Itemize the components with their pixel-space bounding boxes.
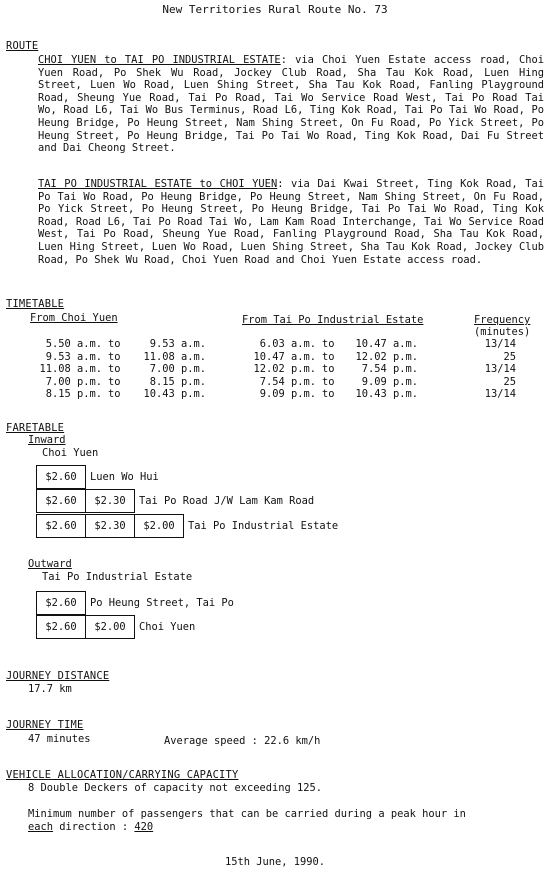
average-speed: Average speed : 22.6 km/h <box>164 735 321 747</box>
fare-destination: Tai Po Industrial Estate <box>188 520 339 533</box>
tt-frequency: 13/14 <box>484 363 516 376</box>
capacity-value: 420 <box>134 821 154 833</box>
tt-to-word-2: to <box>322 338 335 350</box>
tt-to2: 10.47 a.m. <box>355 338 418 350</box>
tt-from2: 10.47 a.m. <box>253 350 316 363</box>
inward-label: Inward <box>28 434 66 446</box>
tt-to1: 9.53 a.m. <box>149 338 206 350</box>
tt-to2: 10.43 p.m. <box>355 388 418 401</box>
route-direction-2-text: : via Dai Kwai Street, Ting Kok Road, Tai Po Tai Wo Road, Po Heung Bridge, Po Heung Street, Nam Shing Street, On Fu Road, Po Yick Street, Po Heung Street, Po Heung Bridge, Tai Po Tai Wo Road, Ting Kok Road, Road L6, Tai Po Road Tai Wo, Lam Kam Road Interchange, Tai Wo Service Road West, Tai Po Road, Sheung Yue Road, Fanling Playground Road, Sha Tau Kok Road, Luen Hing Street, Luen Wo Road, Luen Shing Street, Sha Tau Kok Road, Jockey Club Road, Po Shek Wu Road, Choi Yuen Road and Choi Yuen Estate access road. <box>38 178 544 266</box>
inward-origin: Choi Yuen <box>42 447 99 459</box>
faretable-heading: FARETABLE <box>6 422 65 434</box>
route-direction-1 <box>28 54 544 155</box>
tt-to-word-1: to <box>108 350 121 363</box>
fare-cell: $2.60 <box>36 615 86 639</box>
tt-to-word-1: to <box>108 363 121 376</box>
fare-destination: Luen Wo Hui <box>90 470 159 483</box>
fare-cell: $2.00 <box>85 615 135 639</box>
capacity-text-2: direction : <box>53 821 135 833</box>
tt-from2: 12.02 p.m. <box>253 363 316 376</box>
tt-from1: 11.08 a.m. <box>39 363 102 376</box>
timetable-col1-header: From Choi Yuen <box>30 312 118 324</box>
capacity-each: each <box>28 821 54 833</box>
route-direction-2 <box>28 178 544 266</box>
fare-cell: $2.30 <box>85 514 135 538</box>
tt-from2: 9.09 p.m. <box>259 388 316 401</box>
timetable-heading: TIMETABLE <box>6 298 65 310</box>
tt-frequency: 25 <box>503 350 516 363</box>
outward-fare-row <box>36 616 195 639</box>
fare-cell: $2.30 <box>85 489 135 513</box>
vehicle-allocation: 8 Double Deckers of capacity not exceeding 125. <box>28 782 323 794</box>
fare-cell: $2.00 <box>134 514 184 538</box>
tt-from1: 5.50 a.m. <box>45 338 102 350</box>
journey-distance-heading: JOURNEY DISTANCE <box>6 670 110 682</box>
fare-cell: $2.60 <box>36 489 86 513</box>
tt-to-word-1: to <box>108 338 121 350</box>
tt-to1: 7.00 p.m. <box>149 363 206 376</box>
fare-cell: $2.60 <box>36 591 86 615</box>
tt-from2: 7.54 p.m. <box>259 375 316 388</box>
route-direction-1-text: : via Choi Yuen Estate access road, Choi Yuen Road, Po Shek Wu Road, Jockey Club Road, Sha Tau Kok Road, Luen Hing Street, Luen Wo Road, Luen Shing Street, Sha Tau Kok Road, Fanling Playground Road, Sheung Yue Road, Tai Po Road, Tai Wo Service Road West, Tai Po Road Tai Wo, Road L6, Tai Wo Bus Terminus, Road L6, Ting Kok Road, Tai Po Tai Wo Road, Po Heung Bridge, Po Heung Street, Nam Shing Street, On Fu Road, Po Yick Street, Po Heung Street, Po Heung Bridge, Tai Po Tai Wo Road, Ting Kok Road, Dai Fu Street and Dai Cheong Street. <box>38 54 544 155</box>
route-direction-1-label: CHOI YUEN to TAI PO INDUSTRIAL ESTATE <box>38 54 281 66</box>
page-title: New Territories Rural Route No. 73 <box>162 3 388 16</box>
fare-destination: Choi Yuen <box>139 621 196 634</box>
inward-fare-row <box>36 490 314 513</box>
tt-to2: 7.54 p.m. <box>361 363 418 376</box>
tt-to-word-2: to <box>322 388 335 401</box>
tt-to2: 9.09 p.m. <box>361 375 418 388</box>
document-date: 15th June, 1990. <box>224 856 326 868</box>
tt-to-word-2: to <box>322 363 335 376</box>
inward-fare-row <box>36 465 159 489</box>
tt-frequency: 25 <box>503 375 516 388</box>
timetable-col3-subheader: (minutes) <box>474 326 531 338</box>
capacity-line-2 <box>28 821 153 834</box>
tt-to1: 8.15 p.m. <box>149 375 206 388</box>
tt-frequency: 13/14 <box>484 338 516 350</box>
tt-from1: 9.53 a.m. <box>45 350 102 363</box>
tt-to-word-1: to <box>108 388 121 401</box>
timetable-col2-header: From Tai Po Industrial Estate <box>242 314 424 326</box>
tt-to-word-1: to <box>108 375 121 388</box>
fare-cell: $2.60 <box>36 465 86 489</box>
fare-cell: $2.60 <box>36 514 86 538</box>
route-heading: ROUTE <box>6 40 39 52</box>
capacity-text-1: Minimum number of passengers that can be carried during a peak hour in <box>28 808 466 820</box>
tt-from1: 7.00 p.m. <box>45 375 102 388</box>
tt-to-word-2: to <box>322 375 335 388</box>
journey-time-heading: JOURNEY TIME <box>6 719 84 731</box>
journey-time-value: 47 minutes <box>28 733 91 745</box>
route-direction-2-label: TAI PO INDUSTRIAL ESTATE to CHOI YUEN <box>38 178 278 190</box>
tt-to-word-2: to <box>322 350 335 363</box>
timetable-col3-header: Frequency <box>474 314 531 326</box>
inward-fare-row <box>36 515 338 538</box>
outward-fare-row <box>36 591 234 615</box>
tt-to2: 12.02 p.m. <box>355 350 418 363</box>
tt-to1: 11.08 a.m. <box>143 350 206 363</box>
journey-distance-value: 17.7 km <box>28 683 72 695</box>
tt-from1: 8.15 p.m. <box>45 388 102 401</box>
outward-label: Outward <box>28 558 72 570</box>
tt-frequency: 13/14 <box>484 388 516 401</box>
outward-origin: Tai Po Industrial Estate <box>42 571 193 583</box>
fare-destination: Tai Po Road J/W Lam Kam Road <box>139 495 315 508</box>
tt-to1: 10.43 p.m. <box>143 388 206 401</box>
tt-from2: 6.03 a.m. <box>259 338 316 350</box>
fare-destination: Po Heung Street, Tai Po <box>90 596 234 609</box>
vehicle-heading: VEHICLE ALLOCATION/CARRYING CAPACITY <box>6 769 239 781</box>
